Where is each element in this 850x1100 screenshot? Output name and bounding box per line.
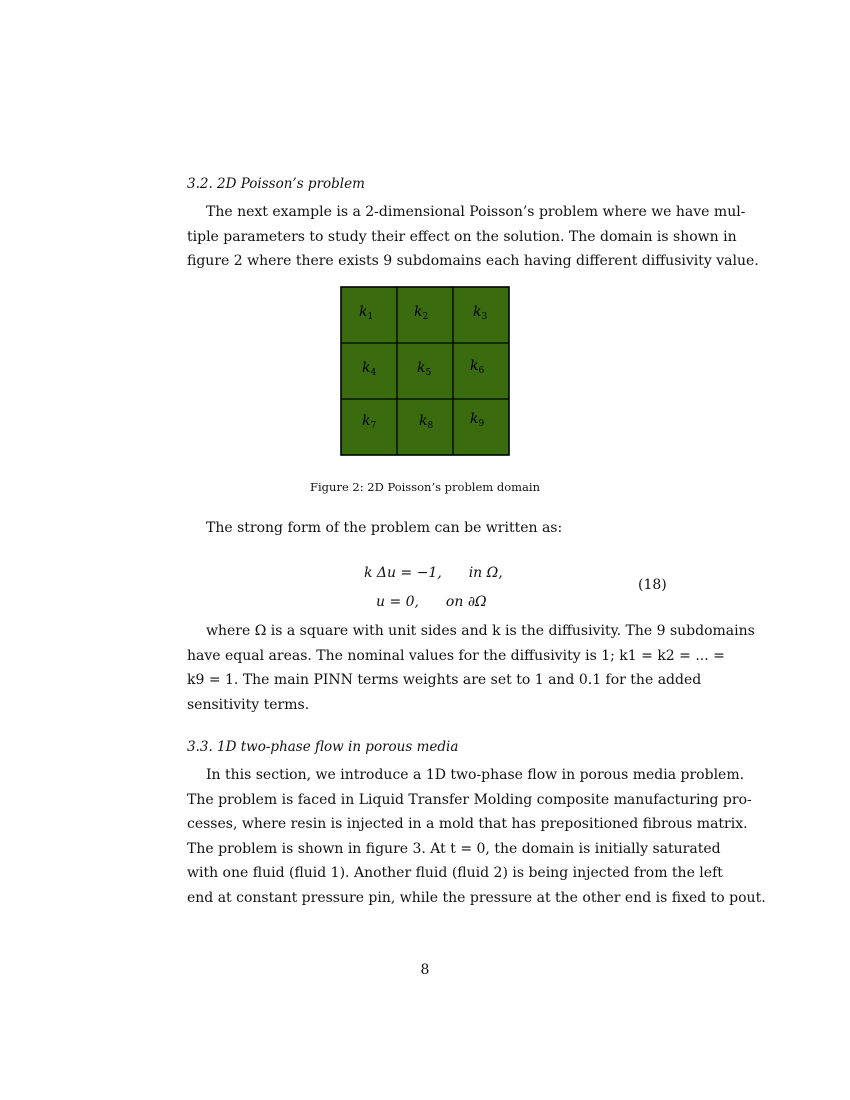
subdomain-label-k7: $k_7$ bbox=[362, 413, 377, 431]
domain-figure bbox=[340, 286, 510, 456]
subdomain-label-k9: $k_9$ bbox=[470, 411, 485, 429]
text-line: end at constant pressure pin, while the pressure at the other end is fixed to pout. bbox=[187, 889, 766, 906]
text-line: have equal areas. The nominal values for the diffusivity is 1; k1 = k2 = ... = bbox=[187, 647, 725, 664]
text-line: k9 = 1. The main PINN terms weights are set to 1 and 0.1 for the added bbox=[187, 672, 702, 689]
equation-number: (18) bbox=[638, 577, 667, 593]
subdomain-label-k5: $k_5$ bbox=[417, 360, 432, 378]
subdomain-label-k4: $k_4$ bbox=[362, 360, 377, 378]
figure-caption: Figure 2: 2D Poisson’s problem domain bbox=[310, 480, 540, 494]
text-line: The next example is a 2-dimensional Poisson’s problem where we have mul- bbox=[206, 204, 746, 220]
subdomain-label-k6: $k_6$ bbox=[470, 358, 485, 376]
equation-line-1 bbox=[364, 565, 503, 581]
paragraph-poisson-intro bbox=[187, 200, 759, 274]
text-line: The strong form of the problem can be written as: bbox=[206, 520, 563, 536]
equation-line-2 bbox=[376, 594, 487, 610]
subdomain-label-k1: $k_1$ bbox=[359, 304, 374, 322]
subdomain-label-k2: $k_2$ bbox=[414, 304, 429, 322]
equation-lhs: k Δu = −1, bbox=[364, 565, 442, 581]
text-line: with one fluid (fluid 1). Another fluid (fluid 2) is being injected from the left bbox=[187, 865, 723, 882]
section-heading-3-2: 3.2. 2D Poisson’s problem bbox=[187, 176, 365, 192]
paragraph-two-phase-flow bbox=[187, 763, 766, 911]
equation-lhs: u = 0, bbox=[376, 594, 420, 610]
equation-rhs: on ∂Ω bbox=[445, 594, 487, 610]
paragraph-strong-form bbox=[187, 516, 664, 541]
paragraph-domain-description bbox=[187, 619, 755, 717]
text-line: where Ω is a square with unit sides and k is the diffusivity. The 9 subdomains bbox=[206, 623, 755, 639]
text-line: cesses, where resin is injected in a mold that has prepositioned fibrous matrix. bbox=[187, 816, 748, 833]
text-line: In this section, we introduce a 1D two-phase flow in porous media problem. bbox=[206, 767, 745, 783]
equation-rhs: in Ω, bbox=[468, 565, 503, 581]
text-line: sensitivity terms. bbox=[187, 696, 310, 713]
text-line: The problem is shown in figure 3. At t = 0, the domain is initially saturated bbox=[187, 840, 721, 857]
section-heading-3-3: 3.3. 1D two-phase flow in porous media bbox=[187, 739, 459, 755]
text-line: The problem is faced in Liquid Transfer Molding composite manufacturing pro- bbox=[187, 791, 752, 808]
text-line: tiple parameters to study their effect on the solution. The domain is shown in bbox=[187, 228, 737, 245]
text-line: figure 2 where there exists 9 subdomains each having different diffusivity value. bbox=[187, 253, 759, 270]
subdomain-label-k3: $k_3$ bbox=[473, 304, 488, 322]
page-number: 8 bbox=[420, 962, 430, 978]
subdomain-label-k8: $k_8$ bbox=[419, 413, 434, 431]
